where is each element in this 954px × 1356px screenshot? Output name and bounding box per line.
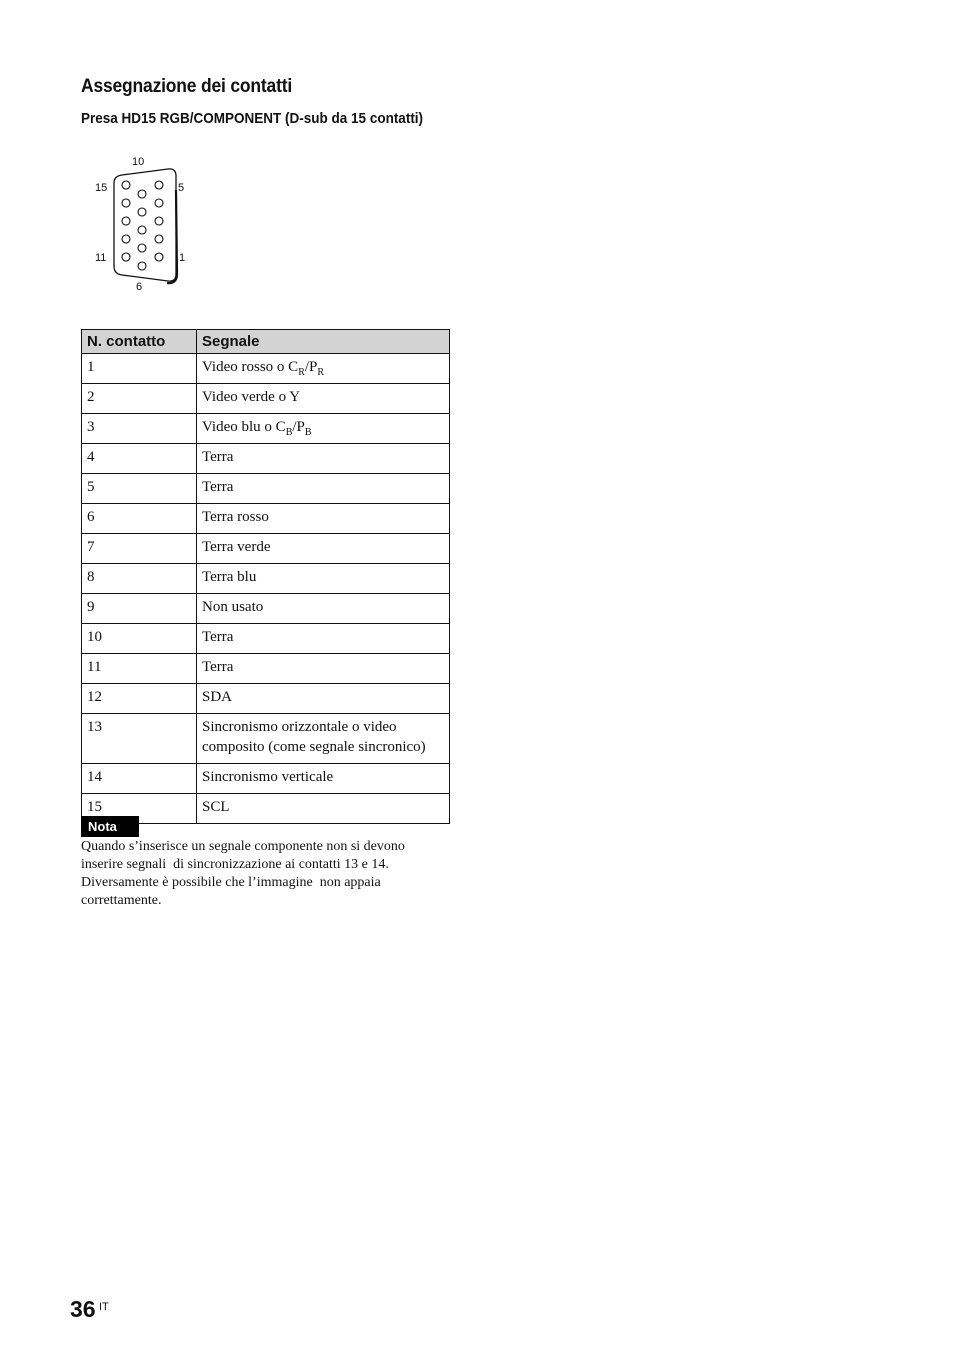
pin-hole bbox=[155, 235, 163, 243]
table-row bbox=[82, 474, 450, 504]
signal-cell: Terra bbox=[197, 624, 450, 654]
pin-assignment-table bbox=[81, 329, 450, 824]
pin-hole bbox=[138, 226, 146, 234]
note-line: Diversamente è possibile che l’immagine non appaia bbox=[81, 875, 381, 890]
label-pin-6: 6 bbox=[136, 281, 143, 293]
pin-hole bbox=[138, 244, 146, 252]
label-pin-15: 15 bbox=[95, 182, 108, 194]
signal-text: Video rosso o C bbox=[202, 359, 299, 375]
connector-subheading: Presa HD15 RGB/COMPONENT (D-sub da 15 contatti) bbox=[81, 110, 424, 127]
signal-cell: SDA bbox=[197, 684, 450, 714]
pin-number-cell: 9 bbox=[82, 594, 197, 624]
pin-number-cell: 6 bbox=[82, 504, 197, 534]
pin-hole bbox=[122, 235, 130, 243]
pin-holes bbox=[122, 181, 163, 270]
pin-hole bbox=[138, 208, 146, 216]
page-language: IT bbox=[99, 1301, 109, 1313]
signal-cell: Sincronismo verticale bbox=[197, 764, 450, 794]
signal-cell: Video verde o Y bbox=[197, 384, 450, 414]
header-pin-number: N. contatto bbox=[82, 330, 197, 354]
note-text bbox=[81, 838, 451, 910]
pin-hole bbox=[122, 199, 130, 207]
table-row bbox=[82, 714, 450, 764]
signal-cell: Sincronismo orizzontale o video composito (come segnale sincronico) bbox=[197, 714, 450, 764]
pin-number-cell: 13 bbox=[82, 714, 197, 764]
signal-cell: SCL bbox=[197, 794, 450, 824]
section-heading: Assegnazione dei contatti bbox=[81, 76, 293, 97]
pin-hole bbox=[155, 199, 163, 207]
note-line: correttamente. bbox=[81, 893, 162, 908]
table-row bbox=[82, 564, 450, 594]
signal-cell: Terra bbox=[197, 474, 450, 504]
signal-subscript: B bbox=[304, 427, 312, 438]
signal-cell: Terra verde bbox=[197, 534, 450, 564]
table-row bbox=[82, 414, 450, 444]
signal-subscript: R bbox=[298, 367, 305, 378]
signal-cell bbox=[197, 414, 450, 444]
table-row bbox=[82, 684, 450, 714]
table-row bbox=[82, 354, 450, 384]
pin-number-cell: 15 bbox=[82, 794, 197, 824]
pin-number-cell: 10 bbox=[82, 624, 197, 654]
signal-subscript: B bbox=[285, 427, 293, 438]
pin-number-cell: 7 bbox=[82, 534, 197, 564]
header-signal: Segnale bbox=[197, 330, 450, 354]
pin-hole bbox=[155, 217, 163, 225]
pin-hole bbox=[138, 262, 146, 270]
pin-number-cell: 8 bbox=[82, 564, 197, 594]
signal-cell: Terra blu bbox=[197, 564, 450, 594]
label-pin-11: 11 bbox=[95, 252, 107, 264]
label-pin-10: 10 bbox=[132, 156, 145, 168]
signal-cell bbox=[197, 354, 450, 384]
table-row bbox=[82, 624, 450, 654]
note-label: Nota bbox=[81, 816, 139, 837]
label-pin-1: 1 bbox=[179, 252, 186, 264]
signal-cell: Non usato bbox=[197, 594, 450, 624]
pin-hole bbox=[155, 253, 163, 261]
pin-hole bbox=[122, 217, 130, 225]
table-row bbox=[82, 444, 450, 474]
pin-number-cell: 11 bbox=[82, 654, 197, 684]
note-line: Quando s’inserisce un segnale componente non si devono bbox=[81, 839, 405, 854]
signal-cell: Terra bbox=[197, 444, 450, 474]
table-row bbox=[82, 654, 450, 684]
pin-number-cell: 3 bbox=[82, 414, 197, 444]
pin-number-cell: 4 bbox=[82, 444, 197, 474]
pin-number-cell: 14 bbox=[82, 764, 197, 794]
table-header-row bbox=[82, 330, 450, 354]
pin-number-cell: 1 bbox=[82, 354, 197, 384]
table-row bbox=[82, 384, 450, 414]
table-row bbox=[82, 504, 450, 534]
table-row bbox=[82, 764, 450, 794]
dsub-connector-diagram bbox=[90, 150, 200, 295]
signal-text: Video blu o C bbox=[202, 419, 286, 435]
pin-hole bbox=[122, 253, 130, 261]
label-pin-5: 5 bbox=[178, 182, 185, 194]
signal-cell: Terra rosso bbox=[197, 504, 450, 534]
pin-number-cell: 12 bbox=[82, 684, 197, 714]
signal-subscript: R bbox=[317, 367, 325, 378]
pin-number-cell: 5 bbox=[82, 474, 197, 504]
pin-hole bbox=[122, 181, 130, 189]
table-row bbox=[82, 594, 450, 624]
page-number: 36 bbox=[70, 1296, 96, 1322]
pin-hole bbox=[138, 190, 146, 198]
signal-text: /P bbox=[292, 419, 305, 435]
signal-text: /P bbox=[304, 359, 318, 375]
pin-hole bbox=[155, 181, 163, 189]
note-line: inserire segnali di sincronizzazione ai contatti 13 e 14. bbox=[81, 857, 389, 872]
pin-number-cell: 2 bbox=[82, 384, 197, 414]
signal-cell: Terra bbox=[197, 654, 450, 684]
table-row bbox=[82, 534, 450, 564]
